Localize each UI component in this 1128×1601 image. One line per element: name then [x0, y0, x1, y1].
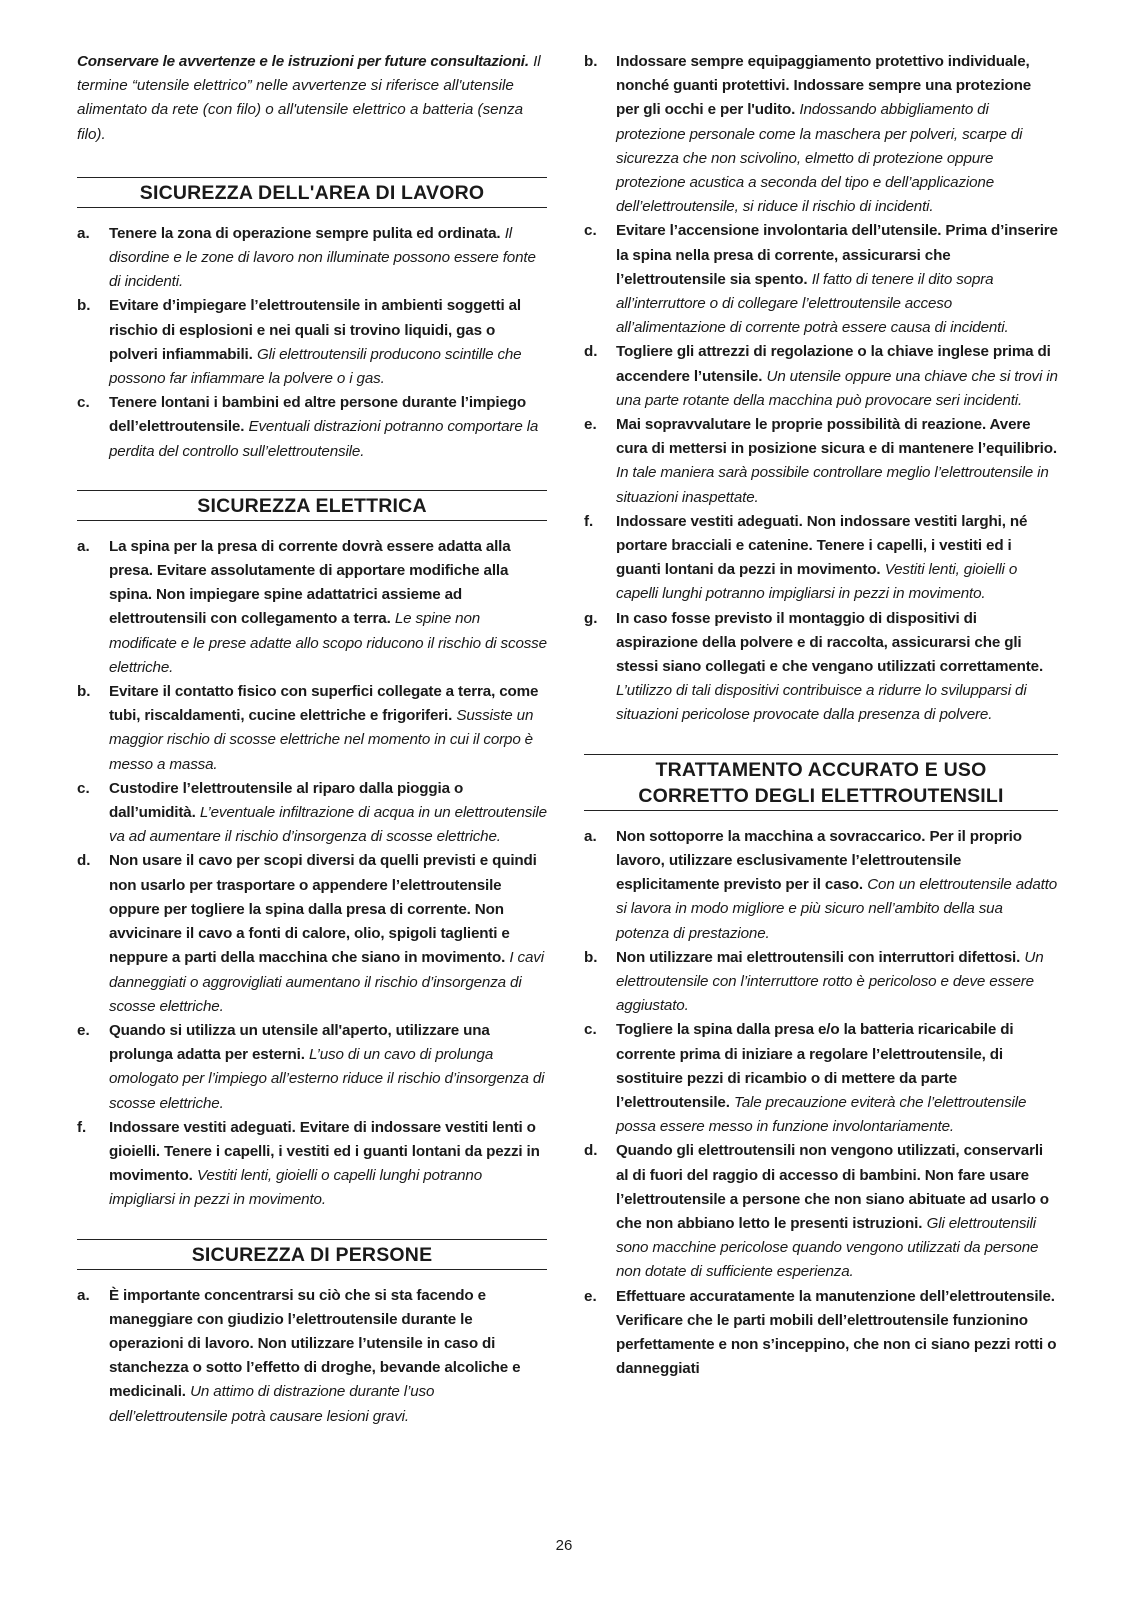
list-item: e. Mai sopravvalutare le proprie possibilità di reazione. Avere cura di mettersi in posizione sicura e di mantenere l’equilibrio. In tale maniera sarà possibile controllare meglio l’elettroutensile in situazioni inaspettate. [584, 416, 1057, 506]
list-item: b. Indossare sempre equipaggiamento protettivo individuale, nonché guanti protettivi. Indossare sempre una protezione per gli occhi e per l'udito. Indossando abbigliamento di protezione personale come la maschera per polveri, scarpe di sicurezza che non scivolino, elmetto di protezione oppure protezione acustica a seconda del tipo e dell’applicazione dell’elettroutensile, si riduce il rischio di incidenti. [584, 53, 1032, 216]
list-item: a. È importante concentrarsi su ciò che si sta facendo e maneggiare con giudizio l’elettroutensile durante le operazioni di lavoro. Non utilizzare l’utensile in caso di stanchezza o sotto l’effetto di droghe, bevande alcoliche e medicinali. Un attimo di distrazione durante l’uso dell’elettroutensile potrà causare lesioni gravi. [77, 1286, 521, 1425]
intro-paragraph [77, 50, 547, 147]
list-item: c. Togliere la spina dalla presa e/o la batteria ricaricabile di corrente prima di iniziare a regolare l’elettroutensile, di sostituire pezzi di ricambio o di mettere da parte l’elettroutensile. Tale precauzione eviterà che l’elettroutensile possa essere messo in funzione involontariamente. [584, 1021, 1027, 1136]
left-column [77, 50, 547, 1429]
heading-sicurezza-elettrica: SICUREZZA ELETTRICA [77, 490, 547, 521]
page-number: 26 [555, 1537, 573, 1554]
list-item: g. In caso fosse previsto il montaggio di dispositivi di aspirazione della polvere e di raccolta, assicurarsi che gli stessi siano collegati e che vengano utilizzati correttamente. L’utilizzo di tali dispositivi contribuisce a ridurre lo svilupparsi di situazioni pericolose provocate dalla presenza di polvere. [584, 609, 1044, 724]
list-area-lavoro [77, 222, 547, 464]
list-item: c. Custodire l’elettroutensile al riparo dalla pioggia o dall’umidità. L’eventuale infiltrazione di acqua in un elettroutensile va ad aumentare il rischio d’insorgenza di scosse elettriche. [77, 779, 547, 846]
list-item: a. Non sottoporre la macchina a sovraccarico. Per il proprio lavoro, utilizzare esclusivamente l’elettroutensile esplicitamente previsto per il caso. Con un elettroutensile adatto si lavora in modo migliore e più sicuro nell’ambito della sua potenza di prestazione. [584, 827, 1058, 942]
right-column [584, 50, 1058, 1381]
list-trattamento [584, 825, 1058, 1382]
list-item: b. Evitare d’impiegare l’elettroutensile in ambienti soggetti al rischio di esplosioni e nei quali si trovino liquidi, gas o polveri infiammabili. Gli elettroutensili producono scintille che possono far infiammare la polvere o i gas. [77, 297, 522, 388]
list-item: d. Non usare il cavo per scopi diversi da quelli previsti e quindi non usarlo per trasportare o appendere l’elettroutensile oppure per togliere la spina dalla presa di corrente. Non avvicinare il cavo a fonti di calore, olio, spigoli taglienti e neppure a parti della macchina che siano in movimento. I cavi danneggiati o aggrovigliati aumentano il rischio d’insorgenza di scosse elettriche. [77, 852, 544, 1015]
list-item: f. Indossare vestiti adeguati. Non indossare vestiti larghi, né portare bracciali e catenine. Tenere i capelli, i vestiti ed i guanti lontani da pezzi in movimento. Vestiti lenti, gioielli o capelli lunghi potranno impigliarsi in pezzi in movimento. [584, 512, 1028, 603]
list-item: e. Quando si utilizza un utensile all'aperto, utilizzare una prolunga adatta per esterni. L’uso di un cavo di prolunga omologato per l’impiego all’esterno riduce il rischio d’insorgenza di scosse elettriche. [77, 1021, 545, 1112]
heading-trattamento-line1: TRATTAMENTO ACCURATO E USO [655, 758, 987, 781]
list-sicurezza-persone-part1 [77, 1284, 547, 1429]
list-sicurezza-elettrica [77, 535, 547, 1213]
list-item: a. La spina per la presa di corrente dovrà essere adatta alla presa. Evitare assolutamente di apportare modifiche alla spina. Non impiegare spine adattatrici assieme ad elettroutensili con collegamento a terra. Le spine non modificate e le prese adatte allo scopo riducono il rischio di scosse elettriche. [77, 537, 547, 676]
list-item: b. Evitare il contatto fisico con superfici collegate a terra, come tubi, riscaldamenti, cucine elettriche e frigoriferi. Sussiste un maggior rischio di scosse elettriche nel momento in cui il corpo è messo a massa. [77, 683, 539, 773]
list-item: d. Quando gli elettroutensili non vengono utilizzati, conservarli al di fuori del raggio di accesso di bambini. Non fare usare l’elettroutensile a persone che non siano abituate ad usarlo o che non abbiano letto le presenti istruzioni. Gli elettroutensili sono macchine pericolose quando vengono utilizzati da persone non dotate di sufficiente esperienza. [584, 1142, 1049, 1281]
list-item: a. Tenere la zona di operazione sempre pulita ed ordinata. Il disordine e le zone di lavoro non illuminate possono essere fonte di incidenti. [77, 224, 536, 291]
intro-bold-text: Conservare le avvertenze e le istruzioni per future consultazioni. [77, 53, 529, 70]
list-item: c. Evitare l’accensione involontaria dell’utensile. Prima d’inserire la spina nella presa di corrente, assicurarsi che l’elettroutensile sia spento. Il fatto di tenere il dito sopra all’interruttore o di collegare l’elettroutensile acceso all’alimentazione di corrente potrà essere causa di incidenti. [584, 222, 1058, 337]
heading-trattamento [584, 754, 1058, 811]
list-item: b. Non utilizzare mai elettroutensili con interruttori difettosi. Un elettroutensile con l’interruttore rotto è pericoloso e deve essere aggiustato. [584, 948, 1044, 1015]
heading-trattamento-line2: CORRETTO DEGLI ELETTROUTENSILI [638, 784, 1004, 807]
list-item: e. Effettuare accuratamente la manutenzione dell’elettroutensile. Verificare che le parti mobili dell’elettroutensile funzionino perfettamente e non s’inceppino, che non ci siano pezzi rotti o danneggiati [584, 1287, 1057, 1378]
intro-text: Il termine “utensile elettrico” nelle avvertenze si riferisce all'utensile alimentato da rete (con filo) o all'utensile elettrico a batteria (senza filo). [77, 53, 541, 143]
list-item: c. Tenere lontani i bambini ed altre persone durante l’impiego dell’elettroutensile. Eventuali distrazioni potranno comportare la perdita del controllo sull’elettroutensile. [77, 394, 539, 460]
list-item: d. Togliere gli attrezzi di regolazione o la chiave inglese prima di accendere l’utensile. Un utensile oppure una chiave che si trovi in una parte rotante della macchina può provocare seri incidenti. [584, 343, 1058, 409]
heading-area-lavoro: SICUREZZA DELL'AREA DI LAVORO [77, 177, 547, 208]
list-sicurezza-persone-part2 [584, 50, 1058, 728]
heading-sicurezza-persone: SICUREZZA DI PERSONE [77, 1239, 547, 1270]
list-item: f. Indossare vestiti adeguati. Evitare di indossare vestiti lenti o gioielli. Tenere i capelli, i vestiti ed i guanti lontani da pezzi in movimento. Vestiti lenti, gioielli o capelli lunghi potranno impigliarsi in pezzi in movimento. [77, 1118, 540, 1209]
